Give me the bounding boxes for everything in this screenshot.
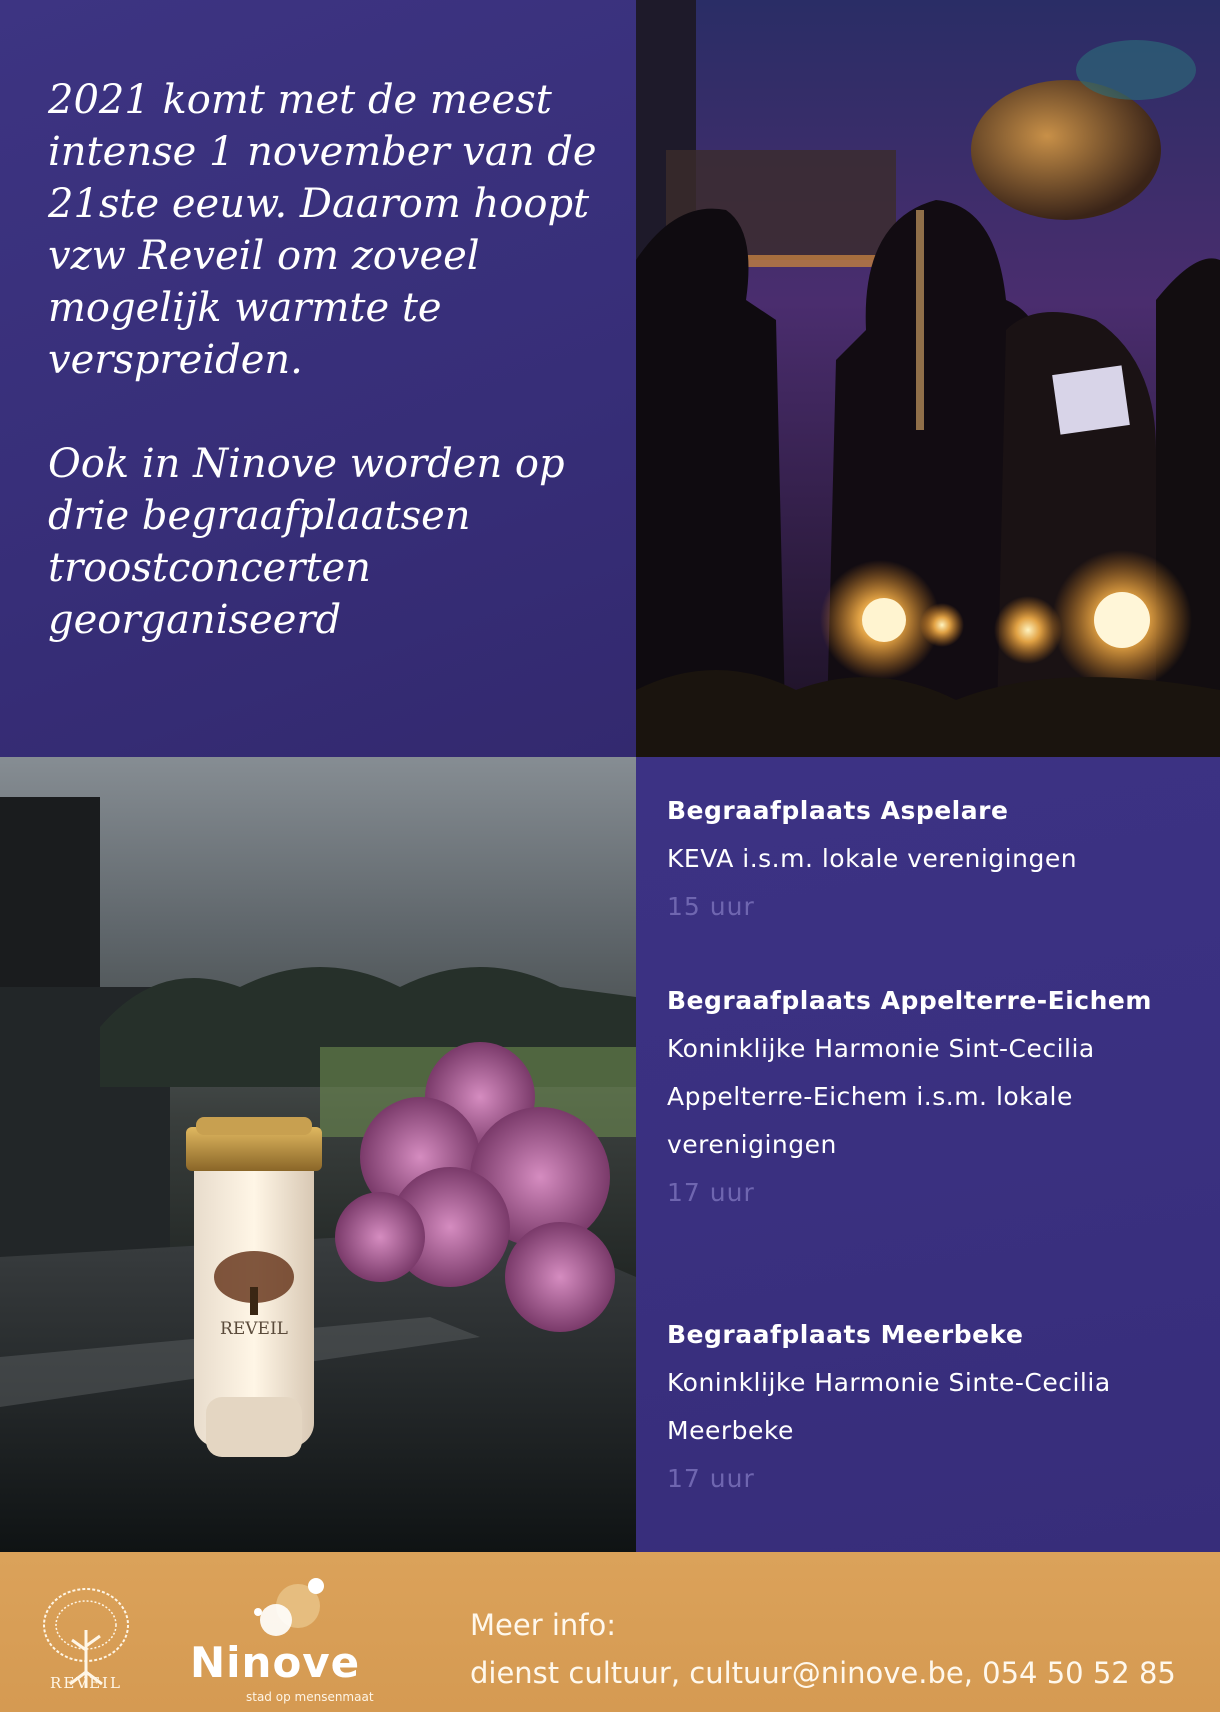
event-time: 17 uur bbox=[667, 1178, 755, 1207]
ninove-logo-name: Ninove bbox=[190, 1638, 361, 1687]
intro-text bbox=[48, 74, 608, 646]
footer bbox=[0, 1552, 1220, 1712]
event-time: 17 uur bbox=[667, 1464, 755, 1493]
intro-panel bbox=[0, 0, 636, 757]
event-title: Begraafplaats Appelterre-Eichem bbox=[667, 986, 1152, 1015]
more-info-label: Meer info: bbox=[470, 1608, 617, 1642]
event-appelterre-eichem bbox=[667, 977, 1212, 1217]
event-organizer: Koninklijke Harmonie Sinte-Cecilia Meerbeke bbox=[667, 1368, 1111, 1445]
candle-photo bbox=[0, 757, 636, 1552]
event-time: 15 uur bbox=[667, 892, 755, 921]
concert-photo bbox=[636, 0, 1220, 757]
event-title: Begraafplaats Aspelare bbox=[667, 796, 1009, 825]
intro-paragraph-1: 2021 komt met de meest intense 1 november van de 21ste eeuw. Daarom hoopt vzw Reveil om zoveel mogelijk warmte te verspreiden. bbox=[48, 77, 597, 383]
schedule-panel bbox=[636, 757, 1220, 1552]
event-title: Begraafplaats Meerbeke bbox=[667, 1320, 1024, 1349]
event-organizer: KEVA i.s.m. lokale verenigingen bbox=[667, 844, 1078, 873]
candle-label: REVEIL bbox=[220, 1319, 288, 1339]
intro-paragraph-2: Ook in Ninove worden op drie begraafplaatsen troostconcerten georganiseerd bbox=[48, 441, 565, 643]
event-aspelare bbox=[667, 787, 1212, 931]
event-organizer: Koninklijke Harmonie Sint-Cecilia Appelterre-Eichem i.s.m. lokale verenigingen bbox=[667, 1034, 1095, 1159]
event-meerbeke bbox=[667, 1311, 1212, 1503]
reveil-logo-text: REVEIL bbox=[50, 1674, 122, 1692]
contact-info: dienst cultuur, cultuur@ninove.be, 054 50 52 85 bbox=[470, 1656, 1176, 1690]
ninove-tagline: stad op mensenmaat bbox=[246, 1690, 374, 1704]
